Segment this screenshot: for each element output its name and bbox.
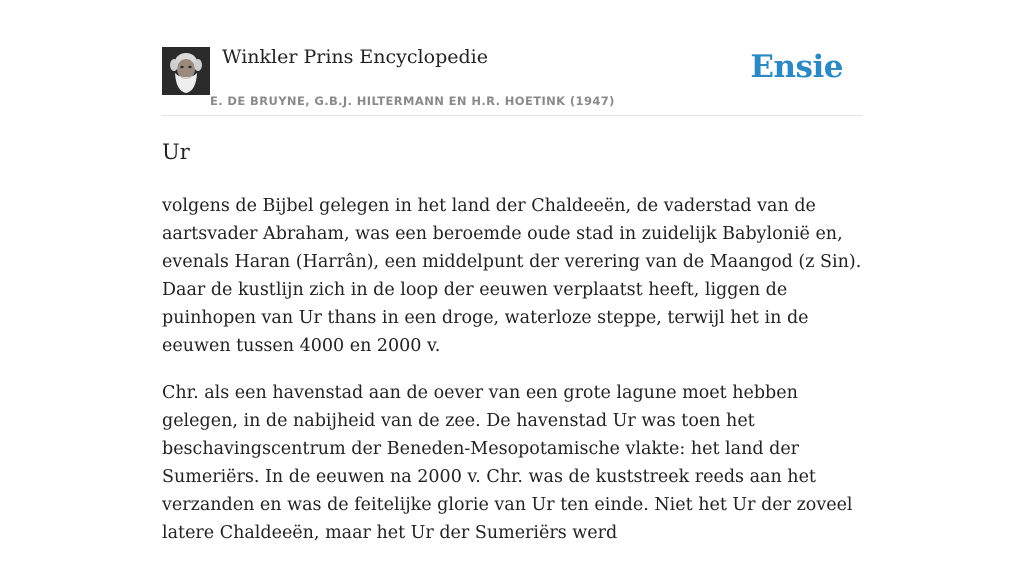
article-body (162, 192, 867, 566)
article-title: Ur (162, 140, 190, 164)
author-avatar-icon[interactable] (162, 47, 210, 95)
ensie-logo[interactable]: Ensie (750, 49, 843, 85)
bearded-man-portrait-icon (162, 47, 210, 95)
article-paragraph: volgens de Bijbel gelegen in het land der Chaldeeën, de vaderstad van de aartsvader Abraham, was een beroemde oude stad in zuidelijk Babylonië en, evenals Haran (Harrân), een middelpunt der verering van de Maangod (z Sin). Daar de kustlijn zich in de loop der eeuwen verplaatst heeft, liggen de puinhopen van Ur thans in een droge, waterloze steppe, terwijl het in de eeuwen tussen 4000 en 2000 v. (162, 196, 862, 356)
article-paragraph: Chr. als een havenstad aan de oever van een grote lagune moet hebben gelegen, in de nabijheid van de zee. De havenstad Ur was toen het beschavingscentrum der Beneden-Mesopotamische vlakte: het land der Sumeriërs. In de eeuwen na 2000 v. Chr. was de kuststreek reeds aan het verzanden en was de feitelijke glorie van Ur ten einde. Niet het Ur der zoveel latere Chaldeeën, maar het Ur der Sumeriërs werd (162, 383, 853, 543)
encyclopedia-header (162, 40, 862, 116)
encyclopedia-title[interactable]: Winkler Prins Encyclopedie (222, 46, 488, 68)
authors-line: E. DE BRUYNE, G.B.J. HILTERMANN EN H.R. HOETINK (1947) (210, 94, 615, 108)
